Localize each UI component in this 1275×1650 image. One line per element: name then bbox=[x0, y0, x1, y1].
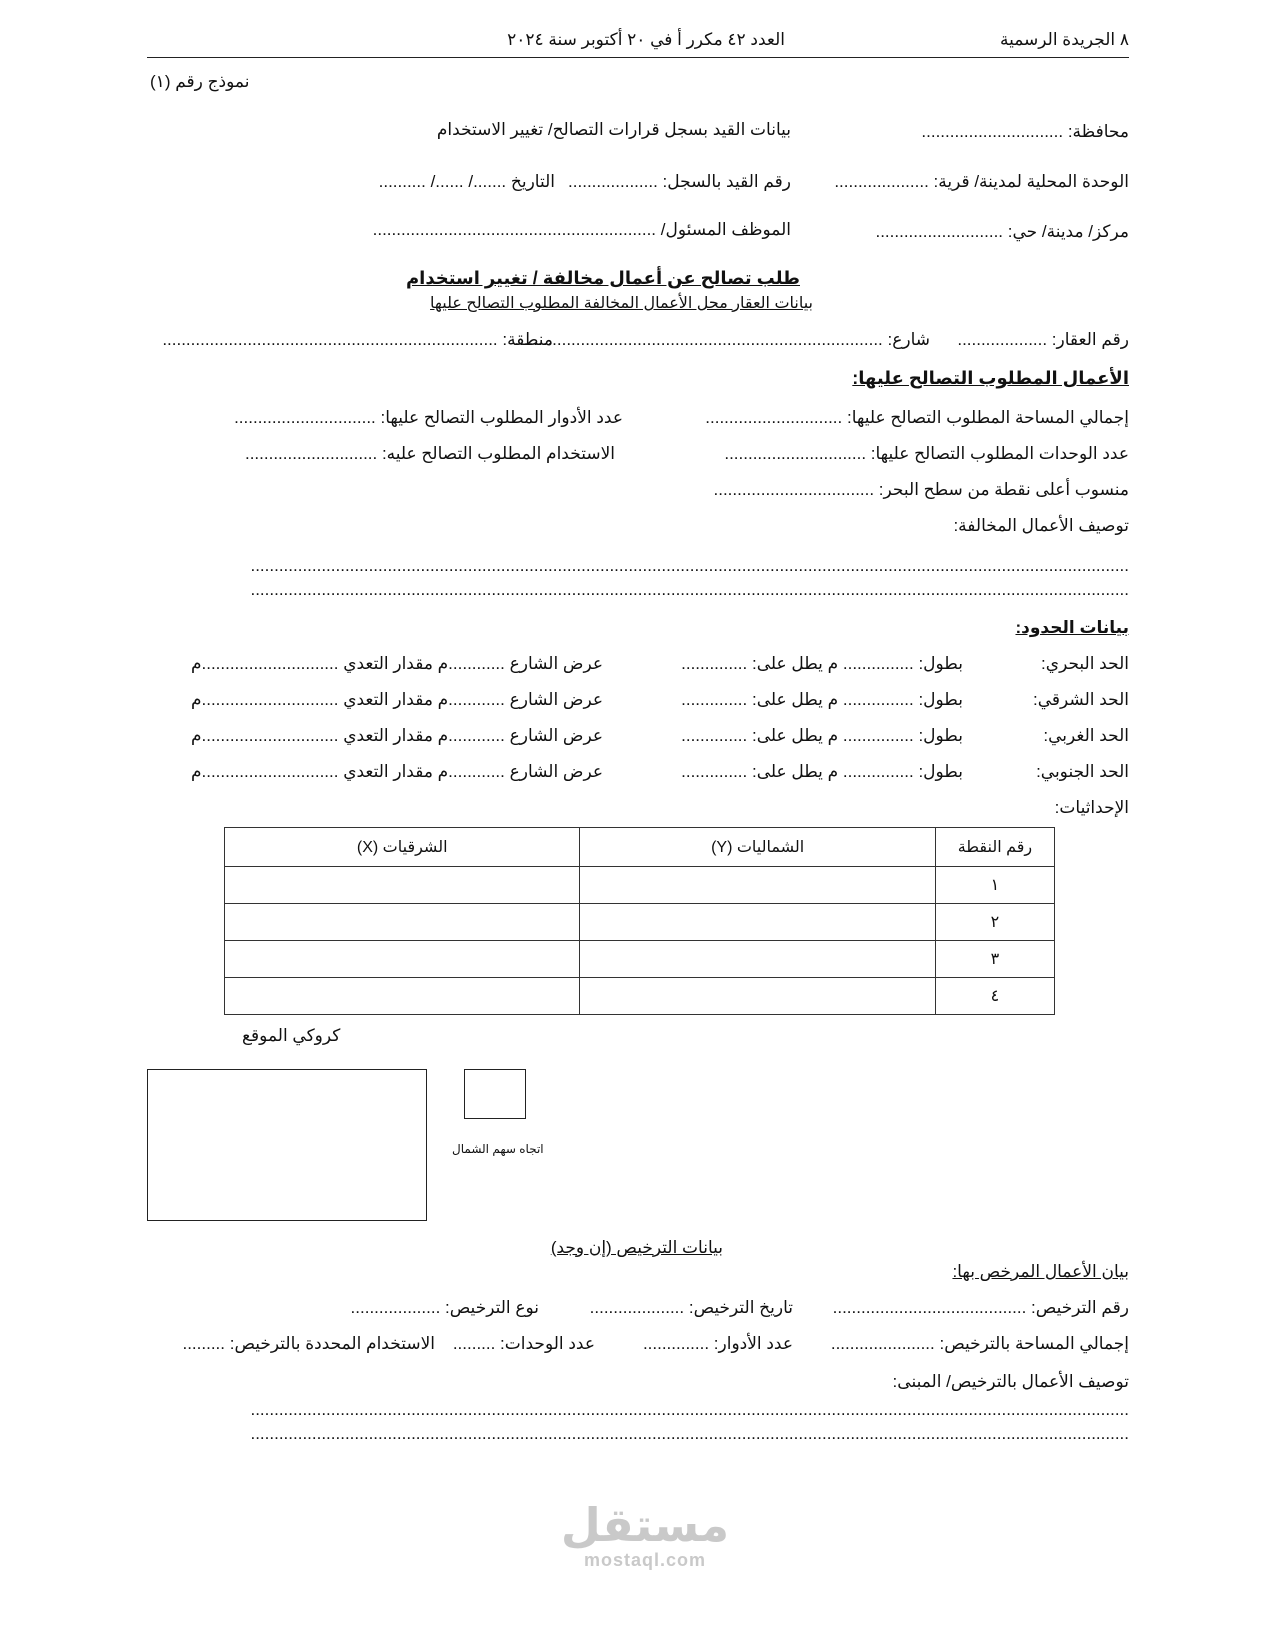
eastings-header: الشرقيات (X) bbox=[225, 828, 580, 867]
violations-description-label: توصيف الأعمال المخالفة: bbox=[953, 516, 1129, 535]
highest-level-field: منسوب أعلى نقطة من سطح البحر: .................................. bbox=[713, 480, 1129, 499]
license-no-field: رقم الترخيص: ......................................... bbox=[832, 1298, 1129, 1317]
officer-field: الموظف المسئول/ ............................................................ bbox=[372, 220, 791, 239]
licensed-units-field: عدد الوحدات: ......... bbox=[452, 1334, 595, 1353]
header-divider bbox=[147, 57, 1129, 58]
boundary-street: عرض الشارع ............م مقدار التعدي .............................م bbox=[190, 726, 603, 745]
boundaries-heading: بيانات الحدود: bbox=[1015, 618, 1129, 637]
units-count-field: عدد الوحدات المطلوب التصالح عليها: .............................. bbox=[724, 444, 1129, 463]
property-subtitle: بيانات العقار محل الأعمال المخالفة المطلوب التصالح عليها bbox=[430, 295, 813, 312]
site-sketch-label: كروكي الموقع bbox=[242, 1026, 341, 1045]
licensed-area-field: إجمالي المساحة بالترخيص: ...................... bbox=[830, 1334, 1129, 1353]
register-title: بيانات القيد بسجل قرارات التصالح/ تغيير الاستخدام bbox=[436, 120, 791, 139]
point-number-header: رقم النقطة bbox=[935, 828, 1054, 867]
table-row bbox=[225, 867, 1055, 904]
date-field: التاريخ ......./ ....../ .......... bbox=[378, 172, 555, 191]
watermark bbox=[560, 1500, 730, 1571]
northings-header: الشماليات (Y) bbox=[580, 828, 935, 867]
northing-cell[interactable] bbox=[580, 867, 935, 904]
boundary-name: الحد الجنوبي: bbox=[1036, 762, 1129, 781]
table-row bbox=[225, 941, 1055, 978]
license-type-field: نوع الترخيص: ................... bbox=[350, 1298, 539, 1317]
licensed-usage-field: الاستخدام المحددة بالترخيص: ......... bbox=[182, 1334, 435, 1353]
register-no-field: رقم القيد بالسجل: ................... bbox=[568, 172, 791, 191]
table-row bbox=[225, 978, 1055, 1015]
boundary-name: الحد البحري: bbox=[1041, 654, 1129, 673]
area-field: منطقة: ....................................................................... bbox=[162, 330, 553, 349]
issue-info: العدد ٤٢ مكرر أ في ٢٠ أكتوبر سنة ٢٠٢٤ bbox=[507, 30, 785, 49]
boundary-name: الحد الغربي: bbox=[1043, 726, 1129, 745]
license-title: بيانات الترخيص (إن وجد) bbox=[550, 1238, 723, 1257]
boundary-length: بطول: ............... م يطل على: .............. bbox=[681, 690, 963, 709]
easting-cell[interactable] bbox=[225, 867, 580, 904]
point-number-cell: ٣ bbox=[935, 941, 1054, 978]
northing-cell[interactable] bbox=[580, 904, 935, 941]
point-number-cell: ٢ bbox=[935, 904, 1054, 941]
coordinates-table bbox=[224, 827, 1055, 1015]
boundary-street: عرض الشارع ............م مقدار التعدي .............................م bbox=[190, 762, 603, 781]
model-number: نموذج رقم (١) bbox=[150, 72, 250, 91]
easting-cell[interactable] bbox=[225, 978, 580, 1015]
governorate-field: محافظة: .............................. bbox=[921, 122, 1129, 141]
easting-cell[interactable] bbox=[225, 941, 580, 978]
request-title: طلب تصالح عن أعمال مخالفة / تغيير استخدام bbox=[405, 268, 800, 288]
north-arrow-label: اتجاه سهم الشمال bbox=[452, 1142, 544, 1156]
boundary-street: عرض الشارع ............م مقدار التعدي .............................م bbox=[190, 690, 603, 709]
point-number-cell: ٤ bbox=[935, 978, 1054, 1015]
licensed-works-heading: بيان الأعمال المرخص بها: bbox=[952, 1262, 1129, 1281]
licensed-description-line-1: .......................................................................................................................................................................................... bbox=[250, 1400, 1129, 1419]
easting-cell[interactable] bbox=[225, 904, 580, 941]
licensed-description-label: توصيف الأعمال بالترخيص/ المبنى: bbox=[892, 1372, 1129, 1391]
table-row bbox=[225, 904, 1055, 941]
center-field: مركز/ مدينة/ حي: ........................... bbox=[875, 222, 1129, 241]
license-date-field: تاريخ الترخيص: .................... bbox=[589, 1298, 793, 1317]
page-title: ٨ الجريدة الرسمية bbox=[999, 30, 1129, 49]
licensed-description-line-2: .......................................................................................................................................................................................... bbox=[250, 1424, 1129, 1443]
total-area-field: إجمالي المساحة المطلوب التصالح عليها: ............................. bbox=[705, 408, 1129, 427]
licensed-floors-field: عدد الأدوار: .............. bbox=[642, 1334, 793, 1353]
northing-cell[interactable] bbox=[580, 941, 935, 978]
boundary-name: الحد الشرقي: bbox=[1033, 690, 1129, 709]
property-no-field: رقم العقار: ................... bbox=[957, 330, 1129, 349]
floors-count-field: عدد الأدوار المطلوب التصالح عليها: .............................. bbox=[234, 408, 623, 427]
site-sketch-box[interactable] bbox=[147, 1069, 427, 1221]
watermark-url: mostaql.com bbox=[583, 1550, 707, 1570]
street-field: شارع: .............................................................................. bbox=[514, 330, 930, 349]
usage-field: الاستخدام المطلوب التصالح عليه: ............................ bbox=[244, 444, 615, 463]
boundary-length: بطول: ............... م يطل على: .............. bbox=[681, 726, 963, 745]
boundary-street: عرض الشارع ............م مقدار التعدي .............................م bbox=[190, 654, 603, 673]
description-line-2: .......................................................................................................................................................................................... bbox=[250, 580, 1129, 599]
northing-cell[interactable] bbox=[580, 978, 935, 1015]
north-arrow-box[interactable] bbox=[464, 1069, 526, 1119]
boundary-length: بطول: ............... م يطل على: .............. bbox=[681, 654, 963, 673]
coordinates-label: الإحداثيات: bbox=[1054, 798, 1129, 817]
point-number-cell: ١ bbox=[935, 867, 1054, 904]
watermark-logo: مستقل bbox=[560, 1499, 730, 1551]
local-unit-field: الوحدة المحلية لمدينة/ قرية: .................... bbox=[834, 172, 1129, 191]
boundary-length: بطول: ............... م يطل على: .............. bbox=[681, 762, 963, 781]
works-heading: الأعمال المطلوب التصالح عليها: bbox=[852, 368, 1129, 388]
description-line-1: .......................................................................................................................................................................................... bbox=[250, 556, 1129, 575]
table-header-row bbox=[225, 828, 1055, 867]
